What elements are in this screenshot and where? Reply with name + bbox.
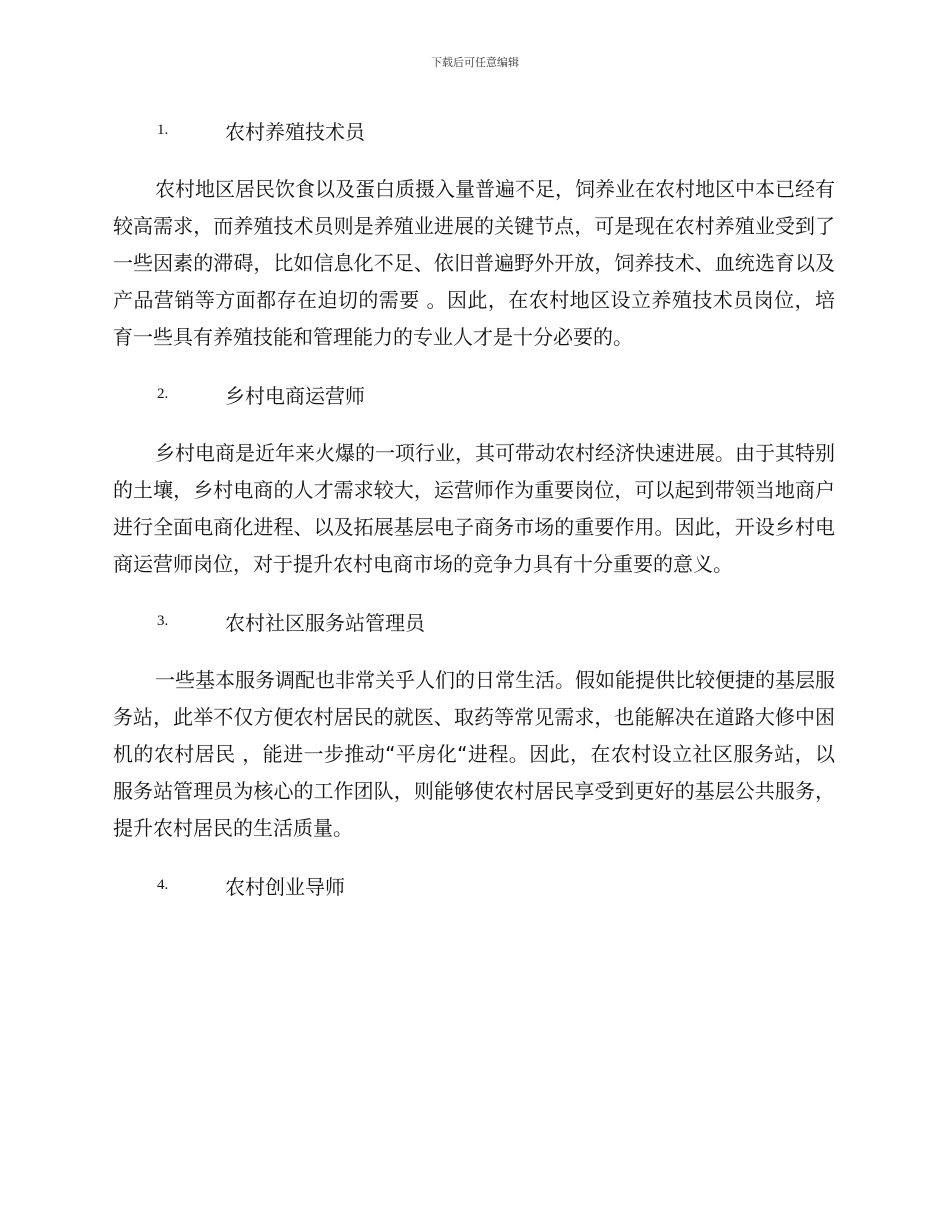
- section-title: 乡村电商运营师: [225, 383, 365, 408]
- section-number: 2.: [157, 385, 169, 402]
- section-number: 3.: [157, 612, 169, 629]
- section-heading: [113, 868, 835, 902]
- section-title: 农村养殖技术员: [225, 119, 365, 144]
- section-title: 农村社区服务站管理员: [225, 610, 425, 635]
- section-heading: [113, 377, 835, 411]
- section-heading: [113, 113, 835, 147]
- section-paragraph: 农村地区居民饮食以及蛋白质摄入量普遍不足，饲养业在农村地区中本已经有较高需求，而养殖技术员则是养殖业进展的关键节点，可是现在农村养殖业受到了一些因素的滞碍，比如信息化不足、依旧普遍野外开放，饲养技术、血统选育以及产品营销等方面都存在迫切的需要 。因此，在农村地区设立养殖技术员岗位，培育一些具有养殖技能和管理能力的专业人才是十分必要的。: [113, 177, 835, 349]
- section-title: 农村创业导师: [225, 874, 345, 899]
- section-number: 1.: [157, 121, 169, 138]
- section-heading: [113, 604, 835, 638]
- header-note: 下载后可任意编辑: [431, 56, 519, 69]
- document-body: [113, 113, 835, 902]
- section-paragraph: 乡村电商是近年来火爆的一项行业，其可带动农村经济快速进展。由于其特别的土壤，乡村电商的人才需求较大，运营师作为重要岗位，可以起到带领当地商户进行全面电商化进程、以及拓展基层电子商务市场的重要作用。因此，开设乡村电商运营师岗位，对于提升农村电商市场的竞争力具有十分重要的意义。: [113, 441, 835, 576]
- section-number: 4.: [157, 876, 169, 893]
- section-paragraph: 一些基本服务调配也非常关乎人们的日常生活。假如能提供比较便捷的基层服务站，此举不仅方便农村居民的就医、取药等常见需求，也能解决在道路大修中困机的农村居民 ，能进一步推动“平房化“进程。因此，在农村设立社区服务站，以服务站管理员为核心的工作团队，则能够使农村居民享受到更好的基层公共服务，提升农村居民的生活质量。: [113, 668, 835, 840]
